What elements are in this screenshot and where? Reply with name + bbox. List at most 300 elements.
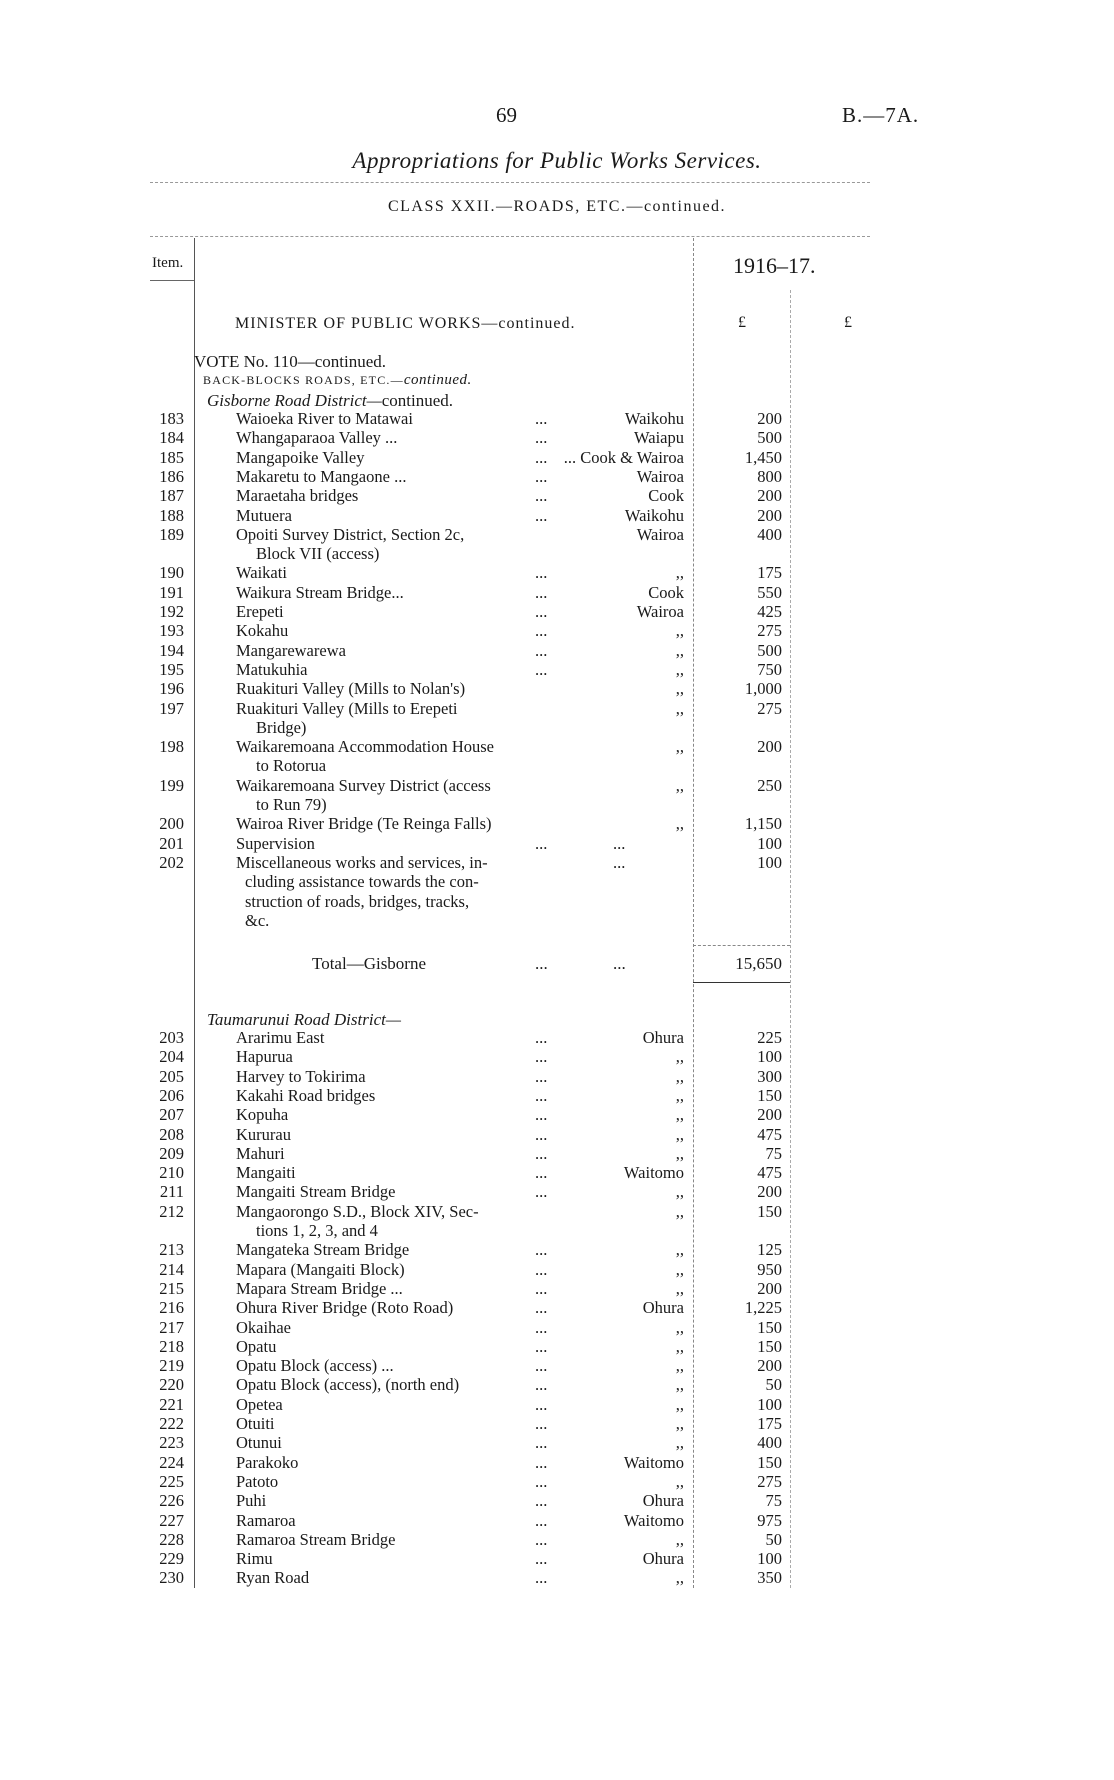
leader-dots: ... (535, 1433, 548, 1453)
item-number: 207 (159, 1105, 184, 1125)
item-description-cont: cluding assistance towards the con- (245, 872, 479, 892)
item-number: 218 (159, 1336, 184, 1356)
table-row (0, 486, 1114, 505)
table-row (0, 467, 1114, 486)
item-description: Waikati (236, 563, 287, 583)
amount: 50 (765, 1375, 782, 1395)
amount: 225 (757, 1028, 782, 1047)
item-description: Ararimu East (236, 1028, 325, 1047)
total-underline (693, 982, 790, 983)
item-description: Erepeti (236, 602, 284, 621)
item-number: 205 (159, 1066, 184, 1086)
location-district: Ohura (642, 1298, 684, 1318)
item-description: Ramaroa (236, 1510, 296, 1530)
item-number: 202 (159, 852, 184, 872)
leader-dots: ... (535, 640, 548, 660)
amount: 200 (757, 1105, 782, 1125)
location-district: Ohura (642, 1028, 684, 1047)
leader-dots: ... (535, 621, 548, 641)
item-number: 195 (159, 659, 184, 679)
item-number: 213 (159, 1240, 184, 1260)
location-district: ,, (675, 1356, 684, 1376)
amount: 75 (765, 1143, 782, 1163)
gisborne-heading-label: Gisborne Road District— (207, 391, 382, 410)
location-district: ,, (675, 1317, 684, 1337)
amount: 150 (757, 1336, 782, 1356)
amount: 350 (757, 1568, 782, 1588)
document-reference: B.—7A. (842, 103, 920, 127)
table-row (0, 448, 1114, 467)
item-description: Kakahi Road bridges (236, 1085, 376, 1105)
item-description: Opatu Block (access) ... (236, 1356, 394, 1376)
amount: 400 (757, 1433, 782, 1453)
location-district: Waitomo (623, 1163, 684, 1183)
table-row-continuation (0, 872, 1114, 891)
leader-dots: ... (535, 1317, 548, 1337)
item-number: 204 (159, 1047, 184, 1067)
table-row (0, 737, 1114, 756)
location-district: Wairoa (636, 602, 684, 621)
amount: 475 (757, 1124, 782, 1144)
table-row (0, 1568, 1114, 1587)
leader-dots: ... (535, 1028, 548, 1047)
item-number: 221 (159, 1394, 184, 1414)
item-description: Maraetaha bridges (236, 486, 359, 506)
leader-dots: ... (535, 1510, 548, 1530)
divider (150, 182, 870, 183)
amount: 100 (757, 1394, 782, 1414)
location-district: ,, (675, 563, 684, 583)
table-row (0, 1028, 1114, 1047)
location-district: ... Cook & Wairoa (563, 447, 684, 467)
leader-dots: ... (535, 1124, 548, 1144)
item-number: 201 (159, 833, 184, 853)
amount: 175 (757, 1414, 782, 1433)
amount: 75 (765, 1491, 782, 1511)
item-description-cont: struction of roads, bridges, tracks, (245, 891, 470, 911)
location-district: ,, (675, 1278, 684, 1298)
table-row-continuation (0, 718, 1114, 737)
total-gisborne-label: Total—Gisborne (312, 954, 427, 973)
leader-dots: ... (535, 1278, 548, 1298)
leader-dots: ... (535, 505, 548, 525)
item-number: 230 (159, 1568, 184, 1588)
table-row (0, 1163, 1114, 1182)
item-description: Kopuha (236, 1105, 289, 1125)
item-description: Rimu (236, 1549, 273, 1569)
leader-dots: ... (535, 1085, 548, 1105)
leader-dots: ... (535, 1298, 548, 1318)
item-number: 190 (159, 563, 184, 583)
item-number: 184 (159, 428, 184, 448)
table-row (0, 1240, 1114, 1259)
item-description-cont: Bridge) (256, 717, 307, 737)
item-number: 203 (159, 1028, 184, 1047)
table-row (0, 428, 1114, 447)
item-description: Kokahu (236, 621, 289, 641)
item-number: 197 (159, 698, 184, 718)
location-district: ,, (675, 640, 684, 660)
table-row (0, 563, 1114, 582)
item-number: 199 (159, 775, 184, 795)
leader-dots: ... (535, 428, 548, 448)
leader-dots: ... (535, 447, 548, 467)
item-number: 220 (159, 1375, 184, 1395)
amount: 50 (765, 1529, 782, 1549)
table-row (0, 814, 1114, 833)
backblocks-heading (203, 372, 472, 389)
leader-dots: ... (535, 1105, 548, 1125)
amount: 400 (757, 524, 782, 544)
amount: 125 (757, 1240, 782, 1260)
pound-sign: £ (738, 314, 746, 331)
item-description: Waikaremoana Accommodation House (236, 737, 495, 757)
item-description: Parakoko (236, 1452, 299, 1472)
total-dots: ... (613, 954, 626, 973)
table-row (0, 1356, 1114, 1375)
item-description: Mahuri (236, 1143, 285, 1163)
pound-sign: £ (844, 314, 852, 331)
amount: 175 (757, 563, 782, 583)
location-district: ,, (675, 1047, 684, 1067)
amount: 800 (757, 466, 782, 486)
leader-dots: ... (535, 1549, 548, 1569)
table-row (0, 660, 1114, 679)
item-description-cont: to Rotorua (256, 756, 327, 776)
item-description: Makaretu to Mangaone ... (236, 466, 407, 486)
item-number: 187 (159, 486, 184, 506)
location-district: ,, (675, 1568, 684, 1588)
item-description: Okaihae (236, 1317, 291, 1337)
item-description-cont: tions 1, 2, 3, and 4 (256, 1221, 378, 1240)
item-description: Opetea (236, 1394, 283, 1414)
item-number: 185 (159, 447, 184, 467)
leader-dots: ... (535, 466, 548, 486)
amount: 1,150 (744, 814, 782, 834)
table-row (0, 776, 1114, 795)
item-number: 219 (159, 1356, 184, 1376)
item-number: 193 (159, 621, 184, 641)
amount: 1,450 (744, 447, 782, 467)
minister-heading: MINISTER OF PUBLIC WORKS—continued. (235, 315, 576, 332)
location-district: ,, (675, 1143, 684, 1163)
item-description: Mutuera (236, 505, 292, 525)
leader-dots: ... (535, 1259, 548, 1279)
item-description: Ramaroa Stream Bridge (236, 1529, 396, 1549)
table-row (0, 1491, 1114, 1510)
item-description: Mangarewarewa (236, 640, 346, 660)
item-description: Wairoa River Bridge (Te Reinga Falls) (236, 814, 492, 834)
leader-dots: ... (535, 409, 548, 428)
leader-dots: ... (535, 833, 548, 853)
item-description: Supervision (236, 833, 315, 853)
gisborne-heading-cont: continued. (381, 391, 454, 410)
amount: 500 (757, 640, 782, 660)
leader-dots: ... (535, 1452, 548, 1472)
location-district: ,, (675, 1414, 684, 1433)
leader-dots: ... (535, 659, 548, 679)
item-number: 225 (159, 1471, 184, 1491)
amount: 200 (757, 1356, 782, 1376)
table-row (0, 1144, 1114, 1163)
location-district: ,, (675, 698, 684, 718)
table-row (0, 1298, 1114, 1317)
taumarunui-heading: Taumarunui Road District— (207, 1010, 401, 1029)
location-district: ,, (675, 1394, 684, 1414)
location-district: ,, (675, 1259, 684, 1279)
amount: 200 (757, 505, 782, 525)
leader-dots: ... (535, 1414, 548, 1433)
item-description: Mangaorongo S.D., Block XIV, Sec- (236, 1201, 479, 1221)
location-district: Waiapu (634, 428, 684, 448)
item-number: 224 (159, 1452, 184, 1472)
table-row (0, 679, 1114, 698)
item-description: Otunui (236, 1433, 282, 1453)
item-number: 215 (159, 1278, 184, 1298)
item-description: Matukuhia (236, 659, 308, 679)
table-row (0, 1318, 1114, 1337)
item-number: 188 (159, 505, 184, 525)
amount: 100 (757, 1047, 782, 1067)
item-number: 189 (159, 524, 184, 544)
item-number: 227 (159, 1510, 184, 1530)
item-number: 192 (159, 602, 184, 621)
location-district: Ohura (642, 1549, 684, 1569)
table-row-continuation (0, 795, 1114, 814)
leader-dots: ... (535, 1182, 548, 1202)
location-district: Waikohu (624, 505, 684, 525)
table-row (0, 1433, 1114, 1452)
leader-dots: ... (535, 1066, 548, 1086)
leader-dots: ... (535, 563, 548, 583)
gisborne-heading (207, 391, 453, 411)
backblocks-cont: continued. (403, 372, 472, 388)
item-number: 196 (159, 679, 184, 699)
item-description: Mapara Stream Bridge ... (236, 1278, 403, 1298)
amount: 200 (757, 1278, 782, 1298)
leader-dots: ... (535, 1163, 548, 1183)
item-number: 209 (159, 1143, 184, 1163)
amount: 950 (757, 1259, 782, 1279)
amount: 150 (757, 1452, 782, 1472)
amount: 275 (757, 1471, 782, 1491)
location-district: ,, (675, 1201, 684, 1221)
location-district: ,, (675, 679, 684, 699)
location-district: ,, (675, 659, 684, 679)
location-district: Waitomo (623, 1510, 684, 1530)
location-district: ,, (675, 621, 684, 641)
table-row (0, 409, 1114, 428)
item-number: 216 (159, 1298, 184, 1318)
item-number: 186 (159, 466, 184, 486)
item-description: Ruakituri Valley (Mills to Erepeti (236, 698, 458, 718)
table-row (0, 1279, 1114, 1298)
item-number: 194 (159, 640, 184, 660)
table-row (0, 1260, 1114, 1279)
item-description: Whangaparaoa Valley ... (236, 428, 398, 448)
table-row (0, 1105, 1114, 1124)
leader-dots: ... (613, 852, 626, 872)
item-number: 228 (159, 1529, 184, 1549)
amount: 150 (757, 1317, 782, 1337)
location-district: ,, (675, 1433, 684, 1453)
location-district: Waikohu (624, 409, 684, 428)
location-district: ,, (675, 1336, 684, 1356)
table-row (0, 1530, 1114, 1549)
leader-dots: ... (535, 1394, 548, 1414)
table-row (0, 583, 1114, 602)
amount: 500 (757, 428, 782, 448)
leader-dots: ... (535, 1491, 548, 1511)
item-number: 226 (159, 1491, 184, 1511)
table-row (0, 1472, 1114, 1491)
item-number: 229 (159, 1549, 184, 1569)
item-description: Miscellaneous works and services, in- (236, 852, 488, 872)
item-number: 211 (159, 1182, 184, 1202)
table-row (0, 1202, 1114, 1221)
item-description: Mapara (Mangaiti Block) (236, 1259, 405, 1279)
item-description: Waikura Stream Bridge... (236, 582, 404, 602)
amount: 200 (757, 409, 782, 428)
item-number: 198 (159, 737, 184, 757)
table-row (0, 525, 1114, 544)
item-description: Patoto (236, 1471, 279, 1491)
location-district: ,, (675, 1124, 684, 1144)
amount: 150 (757, 1085, 782, 1105)
item-number: 214 (159, 1259, 184, 1279)
backblocks-label: BACK-BLOCKS ROADS, ETC.— (203, 373, 404, 387)
item-description: Ohura River Bridge (Roto Road) (236, 1298, 454, 1318)
amount: 475 (757, 1163, 782, 1183)
item-description: Ryan Road (236, 1568, 310, 1588)
item-description: Mangapoike Valley (236, 447, 365, 467)
amount: 275 (757, 698, 782, 718)
table-row (0, 1337, 1114, 1356)
total-gisborne-amount: 15,650 (735, 954, 782, 973)
table-row (0, 1182, 1114, 1201)
item-number: 208 (159, 1124, 184, 1144)
amount: 300 (757, 1066, 782, 1086)
leader-dots: ... (535, 1240, 548, 1260)
table-row (0, 699, 1114, 718)
total-rule (693, 945, 790, 946)
item-description: Puhi (236, 1491, 267, 1511)
table-row (0, 853, 1114, 872)
divider (150, 236, 870, 237)
leader-dots: ... (535, 1375, 548, 1395)
leader-dots: ... (535, 1356, 548, 1376)
leader-dots: ... (535, 486, 548, 506)
total-dots: ... (535, 954, 548, 973)
table-row (0, 1453, 1114, 1472)
table-row (0, 1125, 1114, 1144)
location-district: Cook (648, 582, 684, 602)
item-header-rule (150, 280, 194, 281)
leader-dots: ... (535, 1529, 548, 1549)
item-number: 183 (159, 409, 184, 428)
table-row (0, 1549, 1114, 1568)
location-district: Wairoa (636, 466, 684, 486)
table-row (0, 1395, 1114, 1414)
location-district: ,, (675, 1066, 684, 1086)
location-district: ,, (675, 1085, 684, 1105)
item-description: Kururau (236, 1124, 291, 1144)
item-column-header: Item. (152, 255, 184, 271)
item-number: 191 (159, 582, 184, 602)
amount: 100 (757, 1549, 782, 1569)
item-description-cont: &c. (245, 910, 270, 930)
location-district: ,, (675, 1471, 684, 1491)
amount: 200 (757, 486, 782, 506)
table-row (0, 1086, 1114, 1105)
class-heading: CLASS XXII.—ROADS, ETC.—continued. (387, 198, 727, 215)
item-number: 210 (159, 1163, 184, 1183)
amount: 100 (757, 833, 782, 853)
location-district: ,, (675, 1375, 684, 1395)
table-row-continuation (0, 911, 1114, 930)
leader-dots: ... (535, 1336, 548, 1356)
item-description-cont: to Run 79) (256, 795, 327, 814)
amount: 425 (757, 602, 782, 621)
location-district: ,, (675, 1529, 684, 1549)
location-district: Waitomo (623, 1452, 684, 1472)
amount: 200 (757, 1182, 782, 1202)
vote-heading: VOTE No. 110—continued. (194, 352, 387, 371)
item-description: Waioeka River to Matawai (236, 409, 413, 428)
item-description: Opatu (236, 1336, 277, 1356)
leader-dots: ... (535, 1471, 548, 1491)
location-district: Wairoa (636, 524, 684, 544)
item-description-cont: Block VII (access) (256, 544, 380, 564)
item-description: Mangaiti Stream Bridge (236, 1182, 396, 1202)
item-description: Harvey to Tokirima (236, 1066, 366, 1086)
leader-dots: ... (535, 1143, 548, 1163)
amount: 100 (757, 852, 782, 872)
location-district: ,, (675, 1182, 684, 1202)
location-district: ,, (675, 814, 684, 834)
table-row (0, 602, 1114, 621)
location-district: ,, (675, 1240, 684, 1260)
item-description: Opatu Block (access), (north end) (236, 1375, 460, 1395)
amount: 750 (757, 659, 782, 679)
table-row (0, 1414, 1114, 1433)
page-title: Appropriations for Public Works Services. (352, 148, 762, 173)
leader-dots: ... (535, 602, 548, 621)
amount: 200 (757, 737, 782, 757)
table-row (0, 1067, 1114, 1086)
year-column-header: 1916–17. (733, 253, 816, 278)
amount: 150 (757, 1201, 782, 1221)
table-row (0, 506, 1114, 525)
table-row (0, 621, 1114, 640)
table-row (0, 834, 1114, 853)
location-district: Cook (648, 486, 684, 506)
amount: 1,000 (744, 679, 782, 699)
table-row-continuation (0, 544, 1114, 563)
table-row (0, 1511, 1114, 1530)
amount: 550 (757, 582, 782, 602)
item-number: 200 (159, 814, 184, 834)
table-row-continuation (0, 1221, 1114, 1240)
location-district: ,, (675, 1105, 684, 1125)
table-row-continuation (0, 756, 1114, 775)
leader-dots: ... (535, 582, 548, 602)
item-description: Mangateka Stream Bridge (236, 1240, 410, 1260)
amount: 275 (757, 621, 782, 641)
table-row-continuation (0, 892, 1114, 911)
leader-dots: ... (535, 1047, 548, 1067)
item-number: 223 (159, 1433, 184, 1453)
